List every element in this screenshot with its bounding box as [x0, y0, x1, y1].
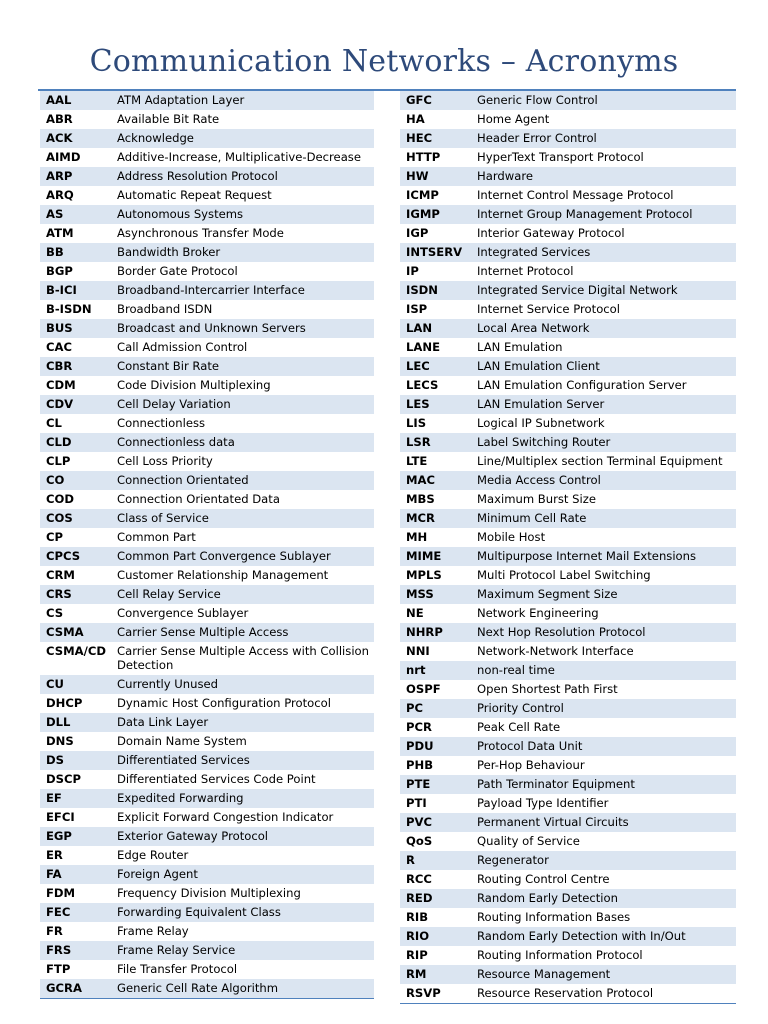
acronym: LIS — [406, 416, 427, 430]
acronym: PHB — [406, 758, 434, 772]
acronym-row — [40, 357, 374, 376]
acronym-definition: Cell Relay Service — [113, 585, 374, 604]
acronym-definition: Domain Name System — [117, 734, 247, 748]
acronym-row — [40, 300, 374, 319]
acronym-row — [400, 566, 736, 585]
acronym: LECS — [406, 378, 439, 392]
acronym: IP — [406, 264, 419, 278]
acronym-row — [40, 960, 374, 979]
acronym-row — [40, 903, 374, 922]
acronym-row — [400, 357, 736, 376]
acronym-definition: Broadcast and Unknown Servers — [113, 319, 374, 338]
acronym: MSS — [400, 585, 473, 604]
acronym-definition: Local Area Network — [473, 319, 736, 338]
acronym-row — [400, 927, 736, 946]
acronym: CO — [40, 471, 113, 490]
acronym-definition: Internet Control Message Protocol — [477, 188, 674, 202]
acronym: LTE — [406, 454, 428, 468]
acronym-definition: Network Engineering — [477, 606, 599, 620]
acronym-definition: Open Shortest Path First — [477, 682, 618, 696]
acronym: HW — [400, 167, 473, 186]
acronym: EGP — [40, 827, 113, 846]
acronym-definition: Call Admission Control — [117, 340, 248, 354]
acronym-row — [40, 490, 374, 509]
acronym: AAL — [40, 91, 113, 110]
acronym-definition: Acknowledge — [113, 129, 374, 148]
acronym: IGMP — [400, 205, 473, 224]
acronym-definition: Automatic Repeat Request — [117, 188, 272, 202]
acronym-definition: File Transfer Protocol — [117, 962, 238, 976]
acronym: DLL — [40, 713, 113, 732]
acronym-row — [400, 984, 736, 1004]
acronym-definition: Routing Control Centre — [477, 872, 610, 886]
acronym-definition: Mobile Host — [477, 530, 546, 544]
acronym-definition: LAN Emulation — [477, 340, 563, 354]
acronym-row — [400, 110, 736, 129]
acronym: HTTP — [406, 150, 441, 164]
acronym-definition: Customer Relationship Management — [117, 568, 329, 582]
acronym-row — [40, 395, 374, 414]
acronym-row — [40, 471, 374, 490]
acronym-row — [400, 509, 736, 528]
acronym-definition: HyperText Transport Protocol — [477, 150, 644, 164]
acronym: B-ISDN — [46, 302, 92, 316]
acronym-definition: Available Bit Rate — [117, 112, 220, 126]
acronym-definition: Peak Cell Rate — [477, 720, 561, 734]
acronym: HA — [406, 112, 425, 126]
acronym: CL — [46, 416, 62, 430]
acronym-row — [40, 509, 374, 528]
acronym-row — [400, 433, 736, 452]
acronym-definition: Data Link Layer — [113, 713, 374, 732]
acronym: NHRP — [400, 623, 473, 642]
acronym-definition: Next Hop Resolution Protocol — [473, 623, 736, 642]
acronym-row — [400, 851, 736, 870]
acronym-definition: Common Part — [117, 530, 196, 544]
acronym: RCC — [406, 872, 432, 886]
acronym-row — [40, 846, 374, 865]
acronym-definition: Internet Service Protocol — [477, 302, 620, 316]
acronym: BUS — [40, 319, 113, 338]
acronym: EF — [40, 789, 113, 808]
acronym-row — [400, 756, 736, 775]
acronym-definition: Hardware — [473, 167, 736, 186]
acronym-definition: Additive-Increase, Multiplicative-Decrease — [117, 150, 361, 164]
acronym: INTSERV — [400, 243, 473, 262]
acronym: COD — [46, 492, 74, 506]
acronym-definition: Broadband-Intercarrier Interface — [113, 281, 374, 300]
acronym: RSVP — [406, 986, 441, 1000]
acronym-definition: Random Early Detection with In/Out — [473, 927, 736, 946]
acronym-definition: Regenerator — [473, 851, 736, 870]
acronym-definition: Routing Information Bases — [477, 910, 631, 924]
acronym: ISDN — [400, 281, 473, 300]
acronym: PTI — [406, 796, 427, 810]
acronym-definition: Connectionless — [117, 416, 206, 430]
acronym: ABR — [46, 112, 73, 126]
acronym: RM — [400, 965, 473, 984]
acronym-definition: Exterior Gateway Protocol — [113, 827, 374, 846]
acronym-definition: Maximum Burst Size — [477, 492, 596, 506]
acronym: NNI — [406, 644, 430, 658]
acronym-row — [40, 414, 374, 433]
acronym-definition: LAN Emulation Configuration Server — [477, 378, 687, 392]
acronym-row — [40, 979, 374, 999]
acronym: CDV — [40, 395, 113, 414]
acronym-definition: Label Switching Router — [473, 433, 736, 452]
acronym-row — [400, 946, 736, 965]
acronym-definition: LAN Emulation Server — [473, 395, 736, 414]
acronym-row — [400, 376, 736, 395]
acronym-definition: Internet Protocol — [477, 264, 574, 278]
acronym: ARQ — [46, 188, 74, 202]
acronym-row — [400, 224, 736, 243]
acronym-row — [40, 604, 374, 623]
acronym-row — [400, 965, 736, 984]
acronym: RIB — [406, 910, 429, 924]
acronym-row — [400, 775, 736, 794]
acronym: BGP — [46, 264, 73, 278]
acronym-definition: Maximum Segment Size — [473, 585, 736, 604]
acronym-row — [400, 699, 736, 718]
acronym-definition: Per-Hop Behaviour — [477, 758, 585, 772]
acronym-definition: Logical IP Subnetwork — [477, 416, 605, 430]
acronym: MPLS — [406, 568, 442, 582]
acronym-definition: Explicit Forward Congestion Indicator — [117, 810, 334, 824]
acronym-row — [40, 186, 374, 205]
acronym: CAC — [46, 340, 72, 354]
acronym-row — [40, 675, 374, 694]
acronym-row — [40, 827, 374, 846]
acronym-row — [40, 922, 374, 941]
acronym: CSMA — [40, 623, 113, 642]
acronym-definition: Cell Delay Variation — [113, 395, 374, 414]
acronym-definition: Generic Cell Rate Algorithm — [113, 979, 374, 999]
acronym: B-ICI — [40, 281, 113, 300]
acronym-definition: Address Resolution Protocol — [113, 167, 374, 186]
acronym: RED — [400, 889, 473, 908]
acronym-definition: Asynchronous Transfer Mode — [117, 226, 284, 240]
acronym: LAN — [400, 319, 473, 338]
acronym-definition: Frame Relay Service — [113, 941, 374, 960]
acronym-definition: Routing Information Protocol — [477, 948, 643, 962]
acronym-definition: Currently Unused — [113, 675, 374, 694]
acronym-definition: Generic Flow Control — [473, 91, 736, 110]
acronym-definition: Resource Reservation Protocol — [477, 986, 654, 1000]
acronym-definition: Home Agent — [477, 112, 550, 126]
acronym-definition: Dynamic Host Configuration Protocol — [117, 696, 331, 710]
acronym-definition: Line/Multiplex section Terminal Equipment — [477, 454, 723, 468]
acronym: MCR — [400, 509, 473, 528]
acronym: CDM — [46, 378, 76, 392]
acronym-definition: Header Error Control — [473, 129, 736, 148]
acronym-definition: Autonomous Systems — [113, 205, 374, 224]
acronym-row — [400, 794, 736, 813]
acronym: BB — [40, 243, 113, 262]
acronym-definition: Priority Control — [473, 699, 736, 718]
acronym-definition: Cell Loss Priority — [117, 454, 213, 468]
acronym-row — [400, 661, 736, 680]
acronym-row — [400, 129, 736, 148]
acronym: PCR — [406, 720, 432, 734]
acronym-row — [40, 808, 374, 827]
acronym: PVC — [400, 813, 473, 832]
acronym-definition: Frequency Division Multiplexing — [117, 886, 301, 900]
acronym-definition: Carrier Sense Multiple Access with Collision Detection — [117, 644, 369, 672]
acronym-row — [40, 433, 374, 452]
acronym: AIMD — [46, 150, 81, 164]
acronym-definition: Bandwidth Broker — [113, 243, 374, 262]
acronym: CSMA/CD — [46, 644, 106, 658]
acronym: DNS — [46, 734, 74, 748]
acronym-definition: Media Access Control — [473, 471, 736, 490]
acronym-row — [40, 566, 374, 585]
acronym-definition: Class of Service — [113, 509, 374, 528]
acronym-row — [40, 91, 374, 110]
acronym: CRS — [40, 585, 113, 604]
acronym-definition: Integrated Services — [473, 243, 736, 262]
acronym-row — [400, 813, 736, 832]
acronym-row — [400, 338, 736, 357]
acronym-row — [400, 642, 736, 661]
page-title: Communication Networks – Acronyms — [89, 44, 679, 79]
acronym-definition: Carrier Sense Multiple Access — [113, 623, 374, 642]
acronym-row — [40, 319, 374, 338]
acronym-definition: Frame Relay — [117, 924, 189, 938]
acronym-definition: Expedited Forwarding — [113, 789, 374, 808]
acronym: FR — [46, 924, 63, 938]
acronym: RIO — [400, 927, 473, 946]
acronym-definition: non-real time — [473, 661, 736, 680]
acronym-row — [40, 713, 374, 732]
acronym-definition: Interior Gateway Protocol — [477, 226, 625, 240]
acronym-row — [400, 414, 736, 433]
acronym-row — [40, 789, 374, 808]
acronym-row — [400, 623, 736, 642]
acronym: GFC — [400, 91, 473, 110]
acronym: CU — [40, 675, 113, 694]
acronym-definition: Minimum Cell Rate — [473, 509, 736, 528]
acronym-definition: Integrated Service Digital Network — [473, 281, 736, 300]
acronym: PDU — [400, 737, 473, 756]
acronym-row — [40, 110, 374, 129]
acronym: CLD — [40, 433, 113, 452]
acronym: R — [400, 851, 473, 870]
acronym-table-right — [400, 91, 736, 1004]
acronym: PC — [400, 699, 473, 718]
acronym-definition: Random Early Detection — [473, 889, 736, 908]
acronym-row — [400, 471, 736, 490]
acronym-row — [40, 642, 374, 675]
acronym-row — [400, 452, 736, 471]
acronym: ACK — [40, 129, 113, 148]
acronym-row — [400, 148, 736, 167]
acronym-row — [400, 186, 736, 205]
acronym-definition: Protocol Data Unit — [473, 737, 736, 756]
acronym: ICMP — [406, 188, 439, 202]
acronym-definition: Connection Orientated Data — [117, 492, 280, 506]
acronym-row — [40, 865, 374, 884]
acronym: FTP — [46, 962, 71, 976]
acronym-definition: Multi Protocol Label Switching — [477, 568, 651, 582]
acronym: CPCS — [40, 547, 113, 566]
acronym-row — [400, 889, 736, 908]
acronym-definition: Connectionless data — [113, 433, 374, 452]
acronym: LANE — [406, 340, 440, 354]
acronym: FEC — [40, 903, 113, 922]
acronym-row — [40, 376, 374, 395]
acronym-row — [400, 205, 736, 224]
acronym-row — [400, 604, 736, 623]
acronym-row — [40, 585, 374, 604]
acronym-row — [400, 585, 736, 604]
acronym-definition: Differentiated Services — [113, 751, 374, 770]
acronym-row — [40, 281, 374, 300]
acronym: ARP — [40, 167, 113, 186]
acronym-row — [40, 884, 374, 903]
acronym-row — [400, 243, 736, 262]
acronym: IGP — [406, 226, 429, 240]
acronym: LEC — [400, 357, 473, 376]
acronym-definition: Foreign Agent — [113, 865, 374, 884]
acronym: LES — [400, 395, 473, 414]
acronym-definition: Broadband ISDN — [117, 302, 213, 316]
acronym-row — [400, 319, 736, 338]
acronym: CBR — [40, 357, 113, 376]
acronym-definition: Payload Type Identifier — [477, 796, 609, 810]
acronym-row — [400, 91, 736, 110]
acronym-row — [400, 528, 736, 547]
acronym: COS — [40, 509, 113, 528]
acronym: LSR — [400, 433, 473, 452]
acronym-row — [40, 148, 374, 167]
acronym-definition: Path Terminator Equipment — [473, 775, 736, 794]
acronym-row — [400, 718, 736, 737]
acronym-row — [40, 528, 374, 547]
acronym-definition: Quality of Service — [477, 834, 580, 848]
acronym: ER — [46, 848, 63, 862]
acronym-definition: Connection Orientated — [113, 471, 374, 490]
acronym-row — [40, 243, 374, 262]
acronym-definition: LAN Emulation Client — [473, 357, 736, 376]
acronym: CLP — [46, 454, 71, 468]
acronym: AS — [40, 205, 113, 224]
acronym-definition: Multipurpose Internet Mail Extensions — [473, 547, 736, 566]
acronym-definition: ATM Adaptation Layer — [113, 91, 374, 110]
acronym: FA — [40, 865, 113, 884]
acronym-definition: Network-Network Interface — [477, 644, 634, 658]
acronym: HEC — [400, 129, 473, 148]
acronym: QoS — [406, 834, 433, 848]
acronym-row — [40, 338, 374, 357]
acronym-definition: Edge Router — [117, 848, 189, 862]
acronym-definition: Common Part Convergence Sublayer — [113, 547, 374, 566]
acronym: MIME — [400, 547, 473, 566]
acronym-row — [400, 870, 736, 889]
acronym: CS — [46, 606, 64, 620]
acronym: ATM — [46, 226, 74, 240]
acronym-row — [400, 281, 736, 300]
acronym: NE — [406, 606, 424, 620]
acronym-definition: Differentiated Services Code Point — [117, 772, 316, 786]
acronym-row — [40, 224, 374, 243]
acronym-definition: Forwarding Equivalent Class — [113, 903, 374, 922]
acronym-row — [400, 490, 736, 509]
acronym-row — [40, 129, 374, 148]
acronym: CP — [46, 530, 64, 544]
acronym-row — [40, 770, 374, 789]
acronym: DS — [40, 751, 113, 770]
acronym-definition: Constant Bir Rate — [113, 357, 374, 376]
acronym-row — [40, 694, 374, 713]
acronym-row — [40, 452, 374, 471]
acronym: MH — [406, 530, 428, 544]
acronym-row — [400, 832, 736, 851]
acronym-row — [40, 751, 374, 770]
acronym-row — [400, 737, 736, 756]
acronym-row — [40, 262, 374, 281]
acronym-row — [400, 680, 736, 699]
acronym-row — [40, 167, 374, 186]
acronym-row — [40, 732, 374, 751]
acronym: RIP — [406, 948, 428, 962]
acronym: FDM — [46, 886, 76, 900]
acronym-row — [40, 547, 374, 566]
acronym-row — [400, 167, 736, 186]
acronym-definition: Convergence Sublayer — [117, 606, 249, 620]
acronym-definition: Code Division Multiplexing — [117, 378, 271, 392]
acronym-row — [400, 908, 736, 927]
acronym: CRM — [46, 568, 75, 582]
acronym-definition: Permanent Virtual Circuits — [473, 813, 736, 832]
acronym: DSCP — [46, 772, 81, 786]
acronym: DHCP — [46, 696, 83, 710]
acronym: FRS — [40, 941, 113, 960]
acronym: GCRA — [40, 979, 113, 999]
acronym: MAC — [400, 471, 473, 490]
acronym-column-right — [400, 91, 736, 1004]
acronym-definition: Border Gate Protocol — [117, 264, 238, 278]
acronym: ISP — [406, 302, 428, 316]
acronym-column-left — [40, 91, 374, 999]
acronym-definition: Resource Management — [473, 965, 736, 984]
acronym-row — [400, 300, 736, 319]
acronym: nrt — [400, 661, 473, 680]
acronym-row — [400, 395, 736, 414]
acronym-row — [40, 623, 374, 642]
acronym: MBS — [406, 492, 435, 506]
acronym: PTE — [400, 775, 473, 794]
acronym-row — [400, 262, 736, 281]
acronym-row — [40, 205, 374, 224]
acronym-table-left — [40, 91, 374, 999]
acronym-definition: Internet Group Management Protocol — [473, 205, 736, 224]
acronym-row — [40, 941, 374, 960]
acronym: EFCI — [46, 810, 75, 824]
acronym: OSPF — [406, 682, 441, 696]
acronym-row — [400, 547, 736, 566]
